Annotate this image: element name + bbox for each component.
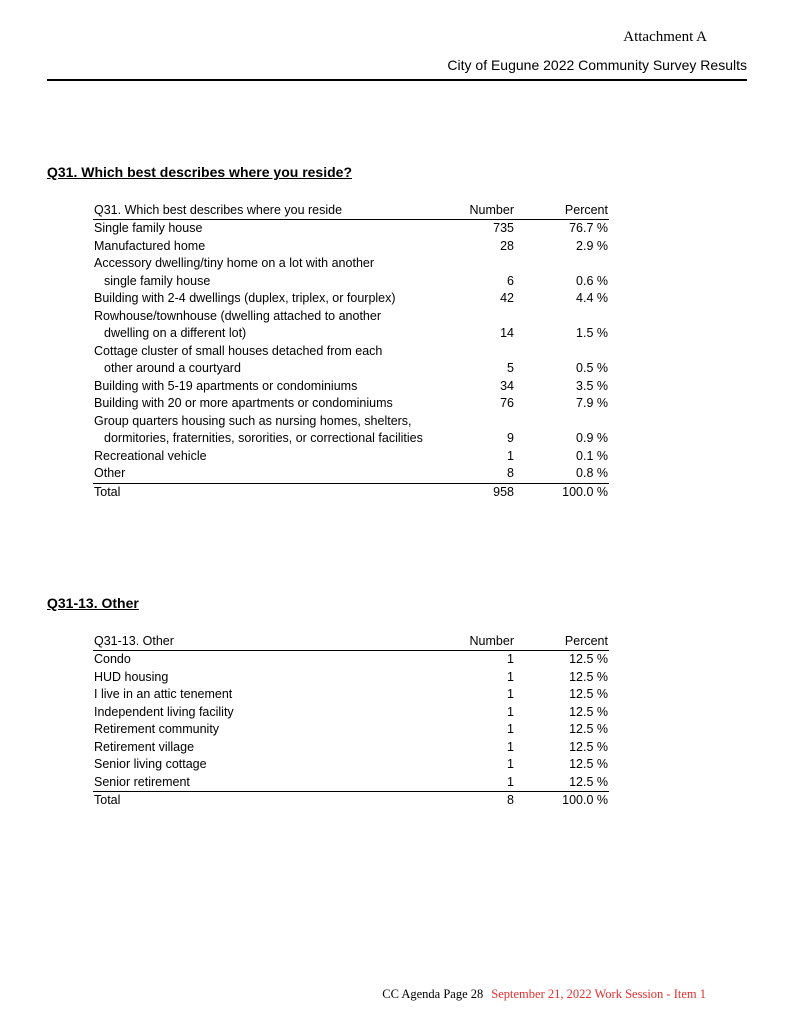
row-label: Recreational vehicle <box>94 448 207 463</box>
table-total-row <box>93 792 609 810</box>
row-label: Condo <box>94 652 131 666</box>
table-row <box>93 308 609 326</box>
row-percent: 0.9 % <box>576 431 608 445</box>
table-row <box>93 395 609 413</box>
footer-agenda-page: CC Agenda Page 28 <box>382 987 484 1001</box>
report-subtitle: City of Eugune 2022 Community Survey Results <box>447 57 747 73</box>
row-label: Other <box>94 466 126 480</box>
row-label: Cottage cluster of small houses detached from each <box>94 343 383 358</box>
row-percent: 0.5 % <box>576 361 608 375</box>
row-percent: 1.5 % <box>576 326 608 340</box>
table-header-row <box>93 202 609 220</box>
row-label: single family house <box>104 273 211 288</box>
row-number: 1 <box>507 652 514 666</box>
row-number: 1 <box>507 739 514 754</box>
row-number: 28 <box>500 238 514 253</box>
row-label: Accessory dwelling/tiny home on a lot with another <box>94 256 375 270</box>
table-row <box>93 325 609 343</box>
row-label: Building with 5-19 apartments or condominiums <box>94 378 358 393</box>
row-percent: 12.5 % <box>569 722 608 736</box>
q31-13-section-title: Q31-13. Other <box>47 595 139 611</box>
attachment-label: Attachment A <box>623 29 707 45</box>
row-percent: 12.5 % <box>569 704 608 719</box>
row-number: 1 <box>507 774 514 789</box>
footer-session: September 21, 2022 Work Session - Item 1 <box>491 987 706 1001</box>
row-label: HUD housing <box>94 669 169 684</box>
row-label: Single family house <box>94 221 203 235</box>
row-label: dormitories, fraternities, sororities, or correctional facilities <box>104 431 423 445</box>
q31-section-title: Q31. Which best describes where you reside? <box>47 164 352 180</box>
table-row <box>93 413 609 431</box>
table-row <box>93 651 609 669</box>
row-percent: 12.5 % <box>569 669 608 684</box>
total-number: 8 <box>507 793 514 807</box>
header-number: Number <box>469 203 514 217</box>
row-label: Rowhouse/townhouse (dwelling attached to another <box>94 308 381 323</box>
table-row <box>93 704 609 722</box>
total-number: 958 <box>493 484 514 499</box>
row-number: 1 <box>507 757 514 771</box>
row-percent: 12.5 % <box>569 652 608 666</box>
row-label: Building with 20 or more apartments or condominiums <box>94 396 393 410</box>
row-percent: 12.5 % <box>569 739 608 754</box>
table-header-row <box>93 633 609 651</box>
row-label: Retirement community <box>94 722 220 736</box>
row-label: dwelling on a different lot) <box>104 326 247 340</box>
row-label: I live in an attic tenement <box>94 687 233 701</box>
row-percent: 0.8 % <box>576 466 608 480</box>
row-label: Independent living facility <box>94 704 234 719</box>
table-row <box>93 448 609 466</box>
header-divider <box>47 79 747 81</box>
table-row <box>93 220 609 238</box>
q31-table <box>93 202 609 501</box>
table-row <box>93 686 609 704</box>
total-percent: 100.0 % <box>562 484 608 499</box>
row-percent: 3.5 % <box>576 378 608 393</box>
header-label: Q31. Which best describes where you reside <box>94 203 343 217</box>
table-row <box>93 343 609 361</box>
row-number: 1 <box>507 704 514 719</box>
row-percent: 0.1 % <box>576 448 608 463</box>
row-percent: 0.6 % <box>576 273 608 288</box>
table-total-row <box>93 484 609 502</box>
table-row <box>93 255 609 273</box>
header-number: Number <box>469 634 514 648</box>
total-label: Total <box>94 793 121 807</box>
total-percent: 100.0 % <box>562 793 608 807</box>
row-number: 735 <box>493 221 514 235</box>
table-row <box>93 669 609 687</box>
header-percent: Percent <box>564 634 608 648</box>
row-label: Manufactured home <box>94 238 206 253</box>
table-row <box>93 721 609 739</box>
row-percent: 7.9 % <box>576 396 608 410</box>
page-footer <box>382 987 706 1002</box>
row-label: Senior living cottage <box>94 757 207 771</box>
row-percent: 12.5 % <box>569 687 608 701</box>
row-label: Senior retirement <box>94 774 190 789</box>
table-row <box>93 360 609 378</box>
table-row <box>93 430 609 448</box>
row-number: 14 <box>500 326 514 340</box>
row-number: 42 <box>500 291 514 305</box>
row-label: Building with 2-4 dwellings (duplex, triplex, or fourplex) <box>94 291 396 305</box>
table-row <box>93 756 609 774</box>
header-percent: Percent <box>564 203 608 217</box>
row-number: 34 <box>500 378 514 393</box>
row-number: 6 <box>507 273 514 288</box>
row-label: Retirement village <box>94 739 195 754</box>
table-row <box>93 290 609 308</box>
row-percent: 12.5 % <box>569 774 608 789</box>
q31-13-table <box>93 633 609 810</box>
table-row <box>93 465 609 484</box>
table-row <box>93 739 609 757</box>
row-number: 9 <box>507 431 514 445</box>
row-label: other around a courtyard <box>104 361 241 375</box>
row-percent: 76.7 % <box>569 221 608 235</box>
total-label: Total <box>94 484 121 499</box>
row-number: 1 <box>507 448 514 463</box>
row-percent: 4.4 % <box>576 291 608 305</box>
row-number: 8 <box>507 466 514 480</box>
table-row <box>93 378 609 396</box>
header-label: Q31-13. Other <box>94 634 174 648</box>
row-percent: 2.9 % <box>576 238 608 253</box>
table-row <box>93 238 609 256</box>
row-percent: 12.5 % <box>569 757 608 771</box>
table-row <box>93 774 609 793</box>
row-label: Group quarters housing such as nursing homes, shelters, <box>94 413 412 428</box>
row-number: 1 <box>507 669 514 684</box>
row-number: 76 <box>500 396 514 410</box>
table-row <box>93 273 609 291</box>
row-number: 1 <box>507 687 514 701</box>
row-number: 1 <box>507 722 514 736</box>
row-number: 5 <box>507 361 514 375</box>
